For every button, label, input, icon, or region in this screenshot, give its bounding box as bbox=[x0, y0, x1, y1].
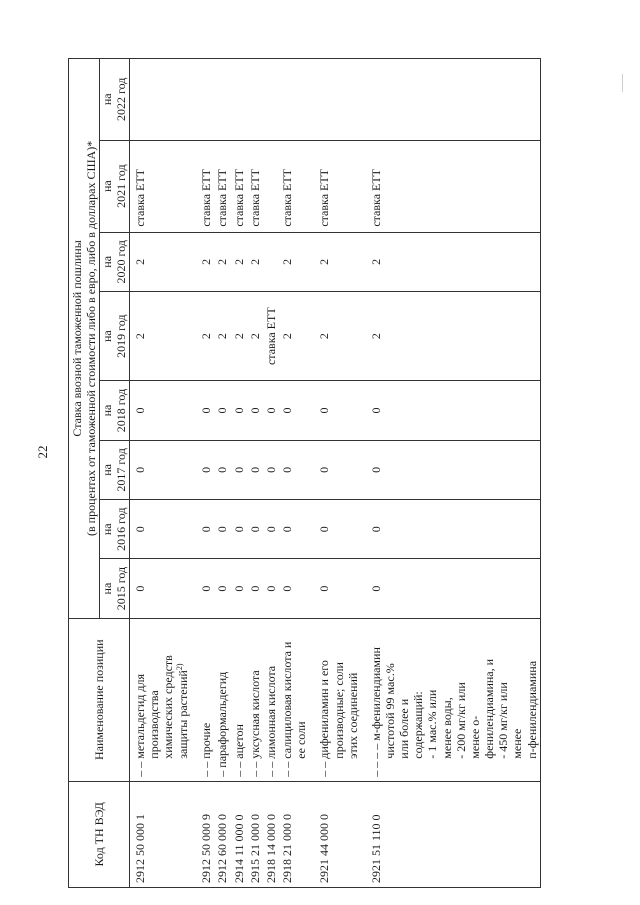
rate-cell: ставка ЕТТ bbox=[214, 140, 230, 232]
rate-cell: ставка ЕТТ bbox=[247, 140, 263, 232]
rate-cell: 0 bbox=[214, 381, 230, 440]
year-header-bottom: 2020 год bbox=[114, 240, 129, 284]
rate-cell: 0 bbox=[263, 440, 279, 499]
rate-cell bbox=[263, 232, 279, 291]
rate-cell: 2 bbox=[361, 292, 540, 381]
rate-cell: 0 bbox=[129, 500, 191, 559]
row-name-line: менее воды, bbox=[439, 697, 454, 759]
rate-cell: 2 bbox=[191, 292, 214, 381]
row-name bbox=[279, 618, 309, 781]
row-code: 2914 11 000 0 bbox=[231, 781, 247, 887]
rate-cell bbox=[263, 59, 279, 141]
rate-cell bbox=[214, 59, 230, 141]
rate-cell bbox=[247, 59, 263, 141]
rate-cell: 0 bbox=[247, 500, 263, 559]
rate-cell: ставка ЕТТ bbox=[309, 140, 360, 232]
row-name-line: – – метальдегид для bbox=[132, 673, 147, 777]
row-name-line: чистотой 99 мас.% bbox=[382, 663, 397, 759]
table-row bbox=[309, 59, 360, 888]
year-header-top: на bbox=[100, 255, 115, 268]
row-name-line: этих соединений bbox=[345, 672, 360, 759]
row-code: 2912 50 000 9 bbox=[191, 781, 214, 887]
table-row bbox=[361, 59, 540, 888]
row-name-line: - 200 мг/кг или bbox=[453, 682, 468, 759]
rate-cell: 0 bbox=[279, 381, 309, 440]
rate-cell: 0 bbox=[214, 440, 230, 499]
row-name-line: или более и bbox=[397, 698, 412, 759]
rate-cell bbox=[231, 59, 247, 141]
row-name-line: защиты растений bbox=[176, 670, 191, 759]
row-name-line: - 450 мг/кг или bbox=[496, 682, 511, 759]
row-name: – – ацетон bbox=[231, 618, 247, 781]
rate-cell: 2 bbox=[361, 232, 540, 291]
year-header-bottom: 2019 год bbox=[114, 314, 129, 358]
table-row bbox=[231, 59, 247, 888]
code-column-header: Код ТН ВЭД bbox=[69, 781, 130, 887]
rate-cell: 0 bbox=[247, 559, 263, 618]
row-code: 2918 14 000 0 bbox=[263, 781, 279, 887]
table-row bbox=[247, 59, 263, 888]
row-name-line: производства bbox=[146, 690, 161, 759]
rate-cell: 0 bbox=[129, 440, 191, 499]
rate-cell: 0 bbox=[231, 500, 247, 559]
rate-cell: 0 bbox=[191, 500, 214, 559]
rate-cell: 0 bbox=[191, 381, 214, 440]
row-code: 2921 51 110 0 bbox=[361, 781, 540, 887]
year-header-bottom: 2015 год bbox=[114, 566, 129, 611]
rate-cell: 0 bbox=[361, 440, 540, 499]
row-code: 2912 60 000 0 bbox=[214, 781, 230, 887]
row-name-line: производные; соли bbox=[331, 662, 346, 759]
rate-cell: 0 bbox=[247, 381, 263, 440]
rate-cell: ставка ЕТТ bbox=[361, 140, 540, 232]
rate-cell bbox=[309, 59, 360, 141]
rate-cell: 2 bbox=[214, 292, 230, 381]
table-header bbox=[69, 59, 130, 888]
year-header-top: на bbox=[100, 464, 115, 476]
footnote-ref: 2) bbox=[175, 663, 185, 671]
rate-cell: 2 bbox=[129, 232, 191, 291]
table-row bbox=[279, 59, 309, 888]
table-row bbox=[214, 59, 230, 888]
row-name-line: – – дифениламин и его bbox=[317, 660, 332, 777]
row-name-line: – – салициловая кислота и bbox=[280, 641, 295, 777]
row-name-line: содержащий: bbox=[411, 691, 426, 759]
year-header-top: на bbox=[100, 330, 115, 343]
rate-cell: 2 bbox=[279, 292, 309, 381]
rate-cell: 2 bbox=[214, 232, 230, 291]
rate-cell: 0 bbox=[263, 559, 279, 618]
rate-cell: 0 bbox=[247, 440, 263, 499]
rate-cell: 2 bbox=[129, 292, 191, 381]
rate-cell: 0 bbox=[263, 500, 279, 559]
rate-cell: 2 bbox=[191, 232, 214, 291]
row-code: 2918 21 000 0 bbox=[279, 781, 309, 887]
table-row bbox=[129, 59, 191, 888]
row-name-line: менее bbox=[510, 728, 525, 759]
rotated-tariff-table bbox=[68, 58, 538, 888]
page-number: 22 bbox=[35, 445, 50, 459]
rate-cell: 0 bbox=[191, 440, 214, 499]
rate-cell: 0 bbox=[214, 559, 230, 618]
rate-cell: 0 bbox=[279, 440, 309, 499]
year-header-bottom: 2021 год bbox=[114, 164, 129, 208]
rate-cell: 2 bbox=[247, 232, 263, 291]
row-name-line: химических средств bbox=[160, 655, 175, 759]
rate-cell: 0 bbox=[309, 559, 360, 618]
row-name-line: ее соли bbox=[294, 721, 309, 759]
rate-cell: 0 bbox=[191, 559, 214, 618]
rate-cell: 0 bbox=[361, 381, 540, 440]
year-header-top: на bbox=[100, 93, 115, 106]
year-header-top: на bbox=[100, 404, 115, 417]
rate-cell: 0 bbox=[309, 381, 360, 440]
tariff-table bbox=[68, 58, 541, 888]
rate-cell: 0 bbox=[214, 500, 230, 559]
row-code: 2921 44 000 0 bbox=[309, 781, 360, 887]
rate-cell: 2 bbox=[279, 232, 309, 291]
rate-cell: 2 bbox=[231, 292, 247, 381]
rate-cell: 0 bbox=[263, 381, 279, 440]
rate-cell bbox=[191, 59, 214, 141]
rate-cell: 0 bbox=[129, 381, 191, 440]
name-column-header: Наименование позиции bbox=[69, 618, 130, 781]
row-name-line: фенилендиамина, и bbox=[482, 658, 497, 759]
rate-group-line1: Ставка ввозной таможенной пошлины bbox=[70, 240, 84, 437]
rate-cell: 2 bbox=[309, 232, 360, 291]
rate-cell: ставка ЕТТ bbox=[129, 140, 191, 232]
rate-cell: 0 bbox=[309, 440, 360, 499]
year-header-top: на bbox=[100, 582, 115, 595]
row-name-line: менее о- bbox=[467, 715, 482, 759]
row-name-line: – – – – м-фенилендиамин bbox=[368, 647, 383, 777]
rate-cell: ставка ЕТТ bbox=[231, 140, 247, 232]
rate-cell bbox=[361, 59, 540, 141]
rate-cell: 0 bbox=[129, 559, 191, 618]
row-name-line: - 1 мас.% или bbox=[425, 689, 440, 759]
rate-cell bbox=[279, 59, 309, 141]
rate-cell bbox=[129, 59, 191, 141]
rate-cell: 0 bbox=[361, 500, 540, 559]
rate-cell: 0 bbox=[361, 559, 540, 618]
year-header-bottom: 2018 год bbox=[114, 388, 129, 433]
row-code: 2915 21 000 0 bbox=[247, 781, 263, 887]
rate-group-line2: (в процентах от таможенной стоимости либо в евро, либо в долларах США)* bbox=[84, 140, 99, 536]
row-name: – – уксусная кислота bbox=[247, 618, 263, 781]
rate-cell: ставка ЕТТ bbox=[263, 292, 279, 381]
year-header-bottom: 2022 год bbox=[114, 77, 129, 121]
row-name bbox=[361, 618, 540, 781]
rate-cell: 0 bbox=[279, 500, 309, 559]
row-name: – – лимонная кислота bbox=[263, 618, 279, 781]
row-name-line: п-фенилендиамина bbox=[524, 660, 539, 759]
year-header-top: на bbox=[100, 523, 115, 536]
rate-cell: 0 bbox=[231, 440, 247, 499]
scan-mark bbox=[622, 74, 623, 92]
rate-group-header bbox=[69, 59, 100, 619]
rate-cell: 2 bbox=[247, 292, 263, 381]
rate-cell: 2 bbox=[231, 232, 247, 291]
rate-cell: 0 bbox=[279, 559, 309, 618]
rate-cell bbox=[263, 140, 279, 232]
row-name: – – прочие bbox=[191, 618, 214, 781]
row-code: 2912 50 000 1 bbox=[129, 781, 191, 887]
rate-cell: 0 bbox=[309, 500, 360, 559]
year-header-top: на bbox=[100, 180, 115, 192]
rate-cell: 2 bbox=[309, 292, 360, 381]
row-name: – параформальдегид bbox=[214, 618, 230, 781]
table-row bbox=[191, 59, 214, 888]
rate-cell: 0 bbox=[231, 559, 247, 618]
row-name bbox=[129, 618, 191, 781]
rate-cell: ставка ЕТТ bbox=[279, 140, 309, 232]
year-header-bottom: 2017 год bbox=[114, 448, 129, 492]
rate-cell: ставка ЕТТ bbox=[191, 140, 214, 232]
row-name bbox=[309, 618, 360, 781]
rate-cell: 0 bbox=[231, 381, 247, 440]
table-row bbox=[263, 59, 279, 888]
year-header-bottom: 2016 год bbox=[114, 507, 129, 551]
